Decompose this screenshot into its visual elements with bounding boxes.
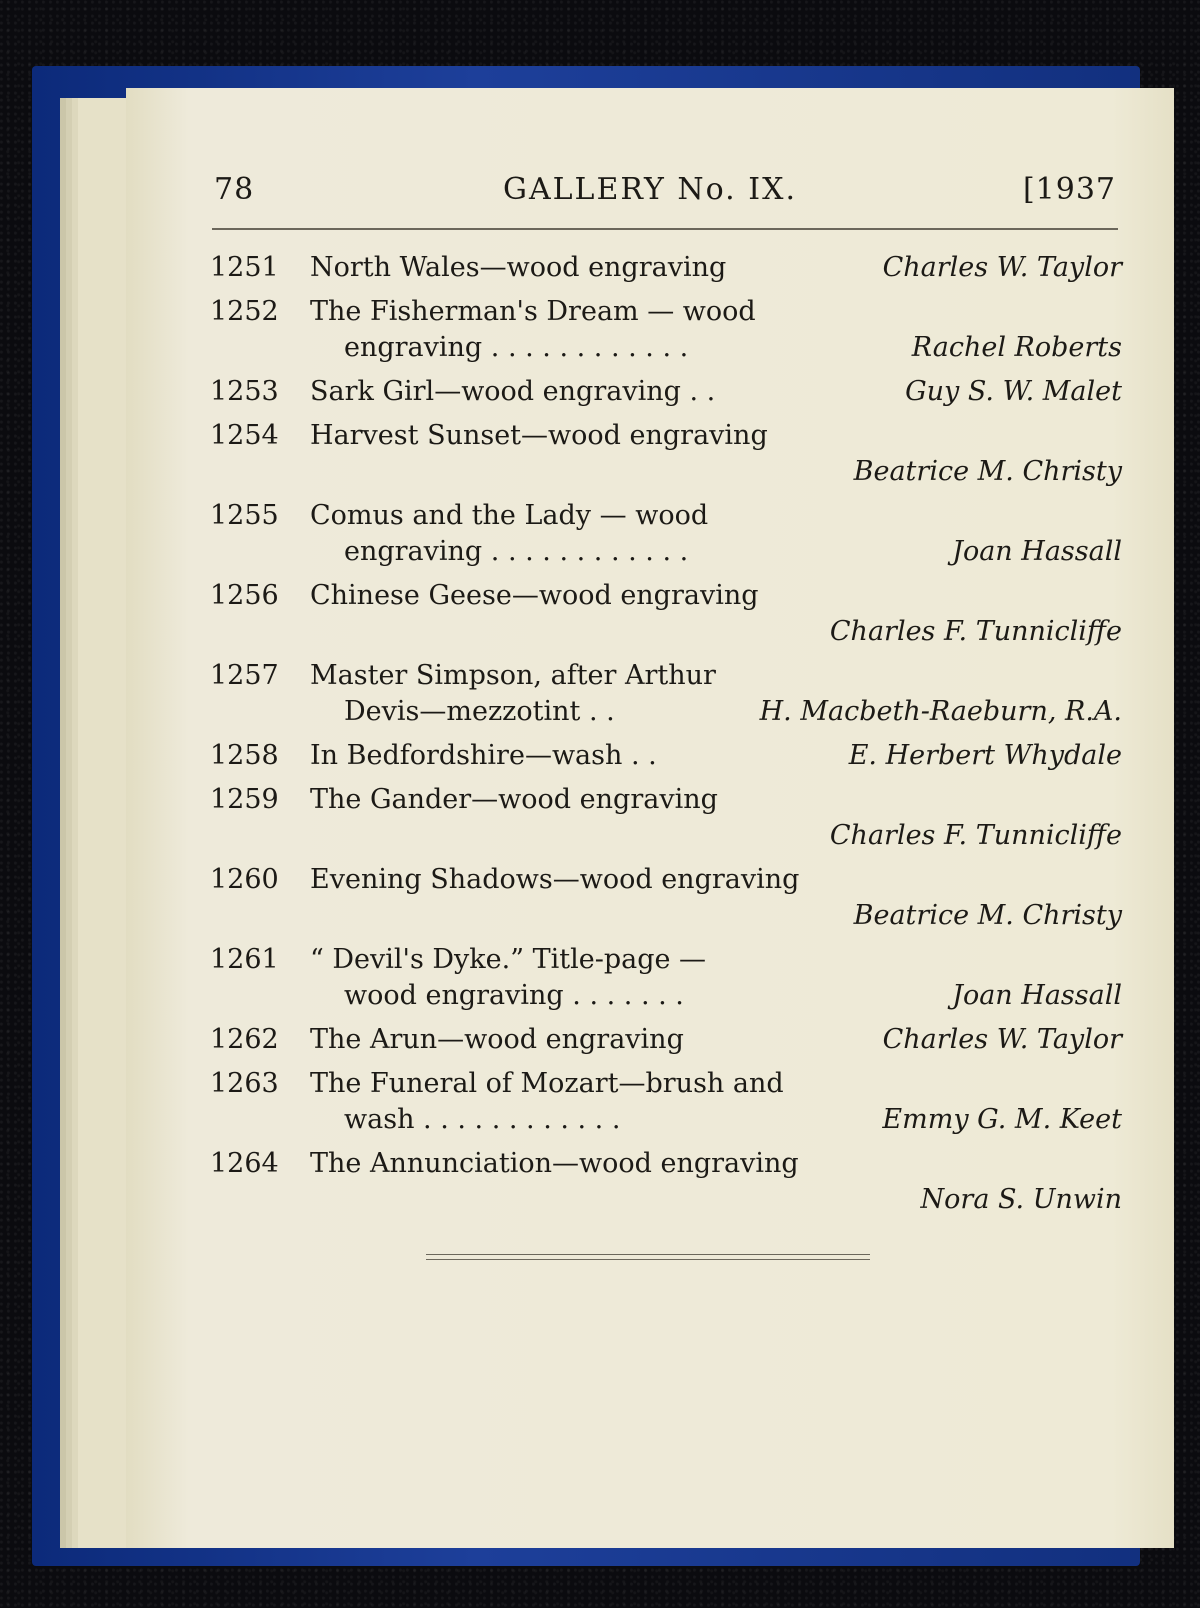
catalogue-entry (210, 738, 1122, 774)
entry-artist: Rachel Roberts (911, 332, 1122, 363)
page-number: 78 (214, 172, 255, 207)
entry-description: Chinese Geese—wood engraving (310, 580, 759, 611)
catalogue-entry (210, 1022, 1122, 1058)
entry-description: engraving . . . . . . . . . . . . (344, 536, 689, 567)
catalogue-entry (210, 658, 1122, 730)
entry-line (344, 1102, 1122, 1138)
entry-artist: Charles F. Tunnicliffe (829, 616, 1122, 647)
book-page (126, 88, 1174, 1548)
entry-line (344, 978, 1122, 1014)
entry-line (310, 942, 1122, 978)
entry-number: 1258 (210, 740, 279, 771)
entry-description: The Fisherman's Dream — wood (310, 296, 756, 327)
entry-artist: E. Herbert Whydale (848, 740, 1122, 771)
entry-description: North Wales—wood engraving (310, 252, 727, 283)
entry-number: 1262 (210, 1024, 279, 1055)
catalogue-list (210, 250, 1122, 1226)
entry-description: The Funeral of Mozart—brush and (310, 1068, 784, 1099)
entry-artist: Beatrice M. Christy (853, 456, 1122, 487)
entry-artist: Charles W. Taylor (882, 252, 1122, 283)
catalogue-entry (210, 578, 1122, 650)
entry-artist: H. Macbeth-Raeburn, R.A. (759, 696, 1122, 727)
entry-number: 1251 (210, 252, 279, 283)
catalogue-entry (210, 418, 1122, 490)
entry-number: 1257 (210, 660, 279, 691)
entry-line (310, 658, 1122, 694)
entry-artist: Guy S. W. Malet (905, 376, 1122, 407)
entry-line (310, 498, 1122, 534)
entry-artist: Joan Hassall (952, 980, 1122, 1011)
entry-line (344, 818, 1122, 854)
entry-line (310, 578, 1122, 614)
entry-description: engraving . . . . . . . . . . . . (344, 332, 689, 363)
entry-line (310, 418, 1122, 454)
entry-number: 1263 (210, 1068, 279, 1099)
entry-artist: Charles F. Tunnicliffe (829, 820, 1122, 851)
entry-description: In Bedfordshire—wash . . (310, 740, 657, 771)
entry-number: 1256 (210, 580, 279, 611)
catalogue-entry (210, 374, 1122, 410)
entry-line (344, 1182, 1122, 1218)
entry-line (310, 294, 1122, 330)
entry-line (310, 250, 1122, 286)
gallery-title: GALLERY No. IX. (503, 172, 797, 207)
entry-line (310, 1022, 1122, 1058)
entry-line (344, 454, 1122, 490)
entry-line (344, 534, 1122, 570)
entry-description: wash . . . . . . . . . . . . (344, 1104, 621, 1135)
catalogue-entry (210, 1146, 1122, 1218)
entry-line (310, 1146, 1122, 1182)
entry-description: wood engraving . . . . . . . (344, 980, 684, 1011)
entry-line (310, 862, 1122, 898)
entry-line (310, 1066, 1122, 1102)
entry-description: Master Simpson, after Arthur (310, 660, 716, 691)
entry-number: 1252 (210, 296, 279, 327)
entry-number: 1264 (210, 1148, 279, 1179)
entry-description: Evening Shadows—wood engraving (310, 864, 800, 895)
entry-number: 1259 (210, 784, 279, 815)
catalogue-entry (210, 250, 1122, 286)
entry-artist: Beatrice M. Christy (853, 900, 1122, 931)
entry-description: “ Devil's Dyke.” Title-page — (310, 944, 707, 975)
entry-number: 1261 (210, 944, 279, 975)
entry-number: 1260 (210, 864, 279, 895)
catalogue-entry (210, 942, 1122, 1014)
entry-description: Comus and the Lady — wood (310, 500, 709, 531)
catalogue-entry (210, 782, 1122, 854)
entry-line (344, 614, 1122, 650)
entry-artist: Joan Hassall (952, 536, 1122, 567)
entry-description: Sark Girl—wood engraving . . (310, 376, 716, 407)
entry-line (344, 694, 1122, 730)
entry-line (310, 374, 1122, 410)
entry-description: Harvest Sunset—wood engraving (310, 420, 768, 451)
catalogue-year: [1937 (1022, 172, 1116, 207)
entry-line (310, 738, 1122, 774)
running-head (126, 172, 1174, 212)
entry-description: Devis—mezzotint . . (344, 696, 615, 727)
entry-line (344, 898, 1122, 934)
entry-description: The Annunciation—wood engraving (310, 1148, 799, 1179)
catalogue-entry (210, 1066, 1122, 1138)
entry-number: 1255 (210, 500, 279, 531)
entry-line (344, 330, 1122, 366)
header-rule (212, 228, 1118, 230)
entry-number: 1254 (210, 420, 279, 451)
entry-description: The Arun—wood engraving (310, 1024, 684, 1055)
entry-artist: Charles W. Taylor (882, 1024, 1122, 1055)
entry-number: 1253 (210, 376, 279, 407)
entry-description: The Gander—wood engraving (310, 784, 718, 815)
catalogue-entry (210, 498, 1122, 570)
catalogue-entry (210, 294, 1122, 366)
entry-line (310, 782, 1122, 818)
entry-artist: Emmy G. M. Keet (882, 1104, 1122, 1135)
entry-artist: Nora S. Unwin (920, 1184, 1122, 1215)
end-rule (426, 1254, 870, 1260)
catalogue-entry (210, 862, 1122, 934)
